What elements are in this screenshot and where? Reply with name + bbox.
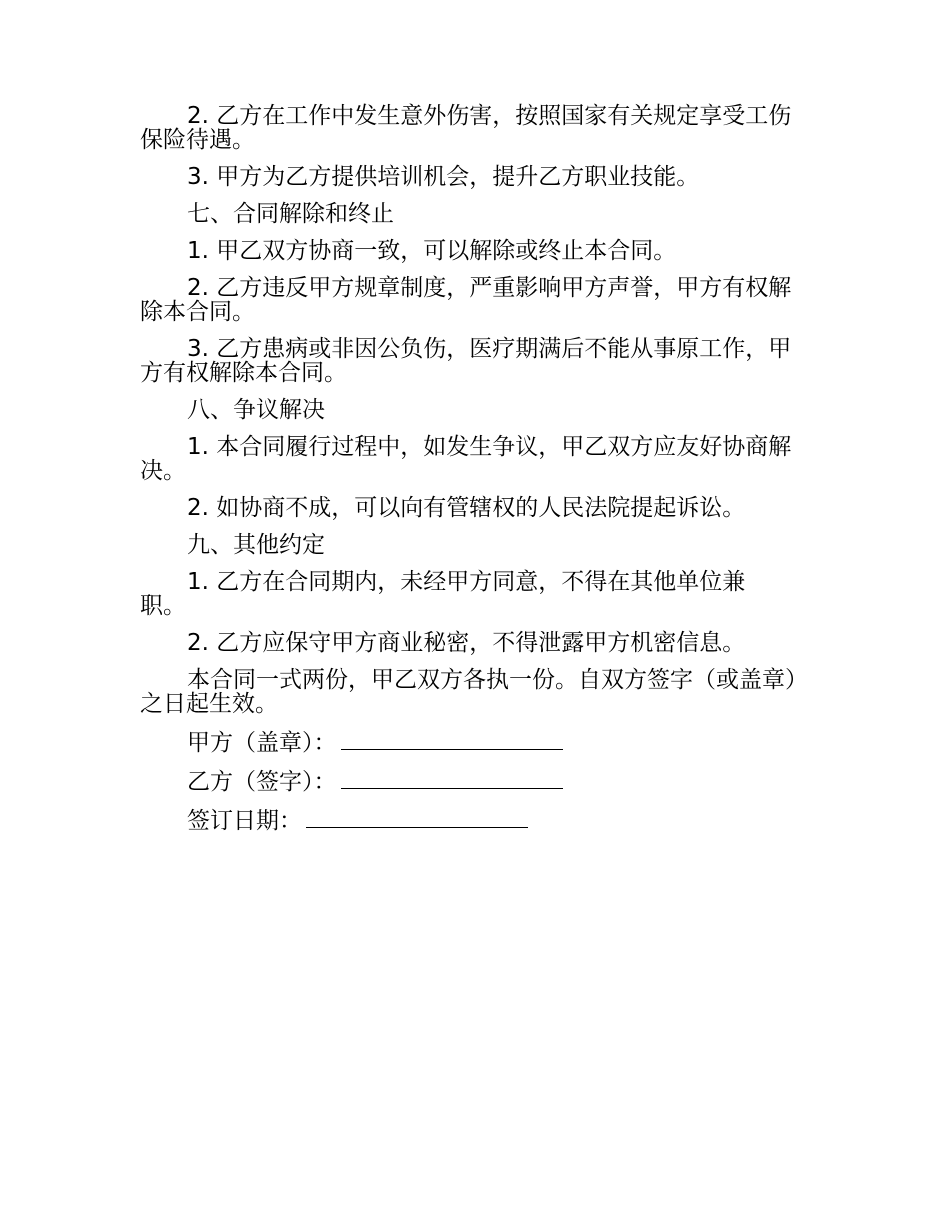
document-page [140, 104, 812, 846]
section-heading-other: 九、其他约定 [187, 532, 325, 558]
signature-party-a [140, 729, 812, 755]
section-heading-termination: 七、合同解除和终止 [187, 201, 394, 227]
section-heading-dispute: 八、争议解决 [187, 397, 325, 423]
signature-party-a-label: 甲方（盖章）： [187, 730, 337, 756]
signature-date [140, 807, 812, 833]
signature-party-b-label: 乙方（签字）： [187, 769, 337, 795]
paragraph-effectiveness: 本合同一式两份，甲乙双方各执一份。自双方签字（或盖章）之日起生效。 [140, 667, 808, 717]
signature-party-a-blank [341, 729, 563, 750]
paragraph-injury-insurance: 2. 乙方在工作中发生意外伤害，按照国家有关规定享受工伤保险待遇。 [140, 103, 792, 153]
signature-date-blank [306, 807, 528, 828]
paragraph-rule-violation: 2. 乙方违反甲方规章制度，严重影响甲方声誉，甲方有权解除本合同。 [140, 275, 792, 325]
paragraph-training: 3. 甲方为乙方提供培训机会，提升乙方职业技能。 [187, 164, 700, 190]
signature-party-b [140, 768, 812, 794]
paragraph-dispute-negotiation: 1. 本合同履行过程中，如发生争议，甲乙双方应友好协商解决。 [140, 434, 792, 484]
paragraph-mutual-termination: 1. 甲乙双方协商一致，可以解除或终止本合同。 [187, 238, 677, 264]
paragraph-illness: 3. 乙方患病或非因公负伤，医疗期满后不能从事原工作，甲方有权解除本合同。 [140, 336, 792, 386]
paragraph-confidentiality: 2. 乙方应保守甲方商业秘密，不得泄露甲方机密信息。 [187, 630, 746, 656]
signature-date-label: 签订日期： [187, 808, 302, 834]
signature-party-b-blank [341, 768, 563, 789]
paragraph-no-part-time: 1. 乙方在合同期内，未经甲方同意，不得在其他单位兼职。 [140, 569, 746, 619]
paragraph-litigation: 2. 如协商不成，可以向有管辖权的人民法院提起诉讼。 [187, 495, 746, 521]
